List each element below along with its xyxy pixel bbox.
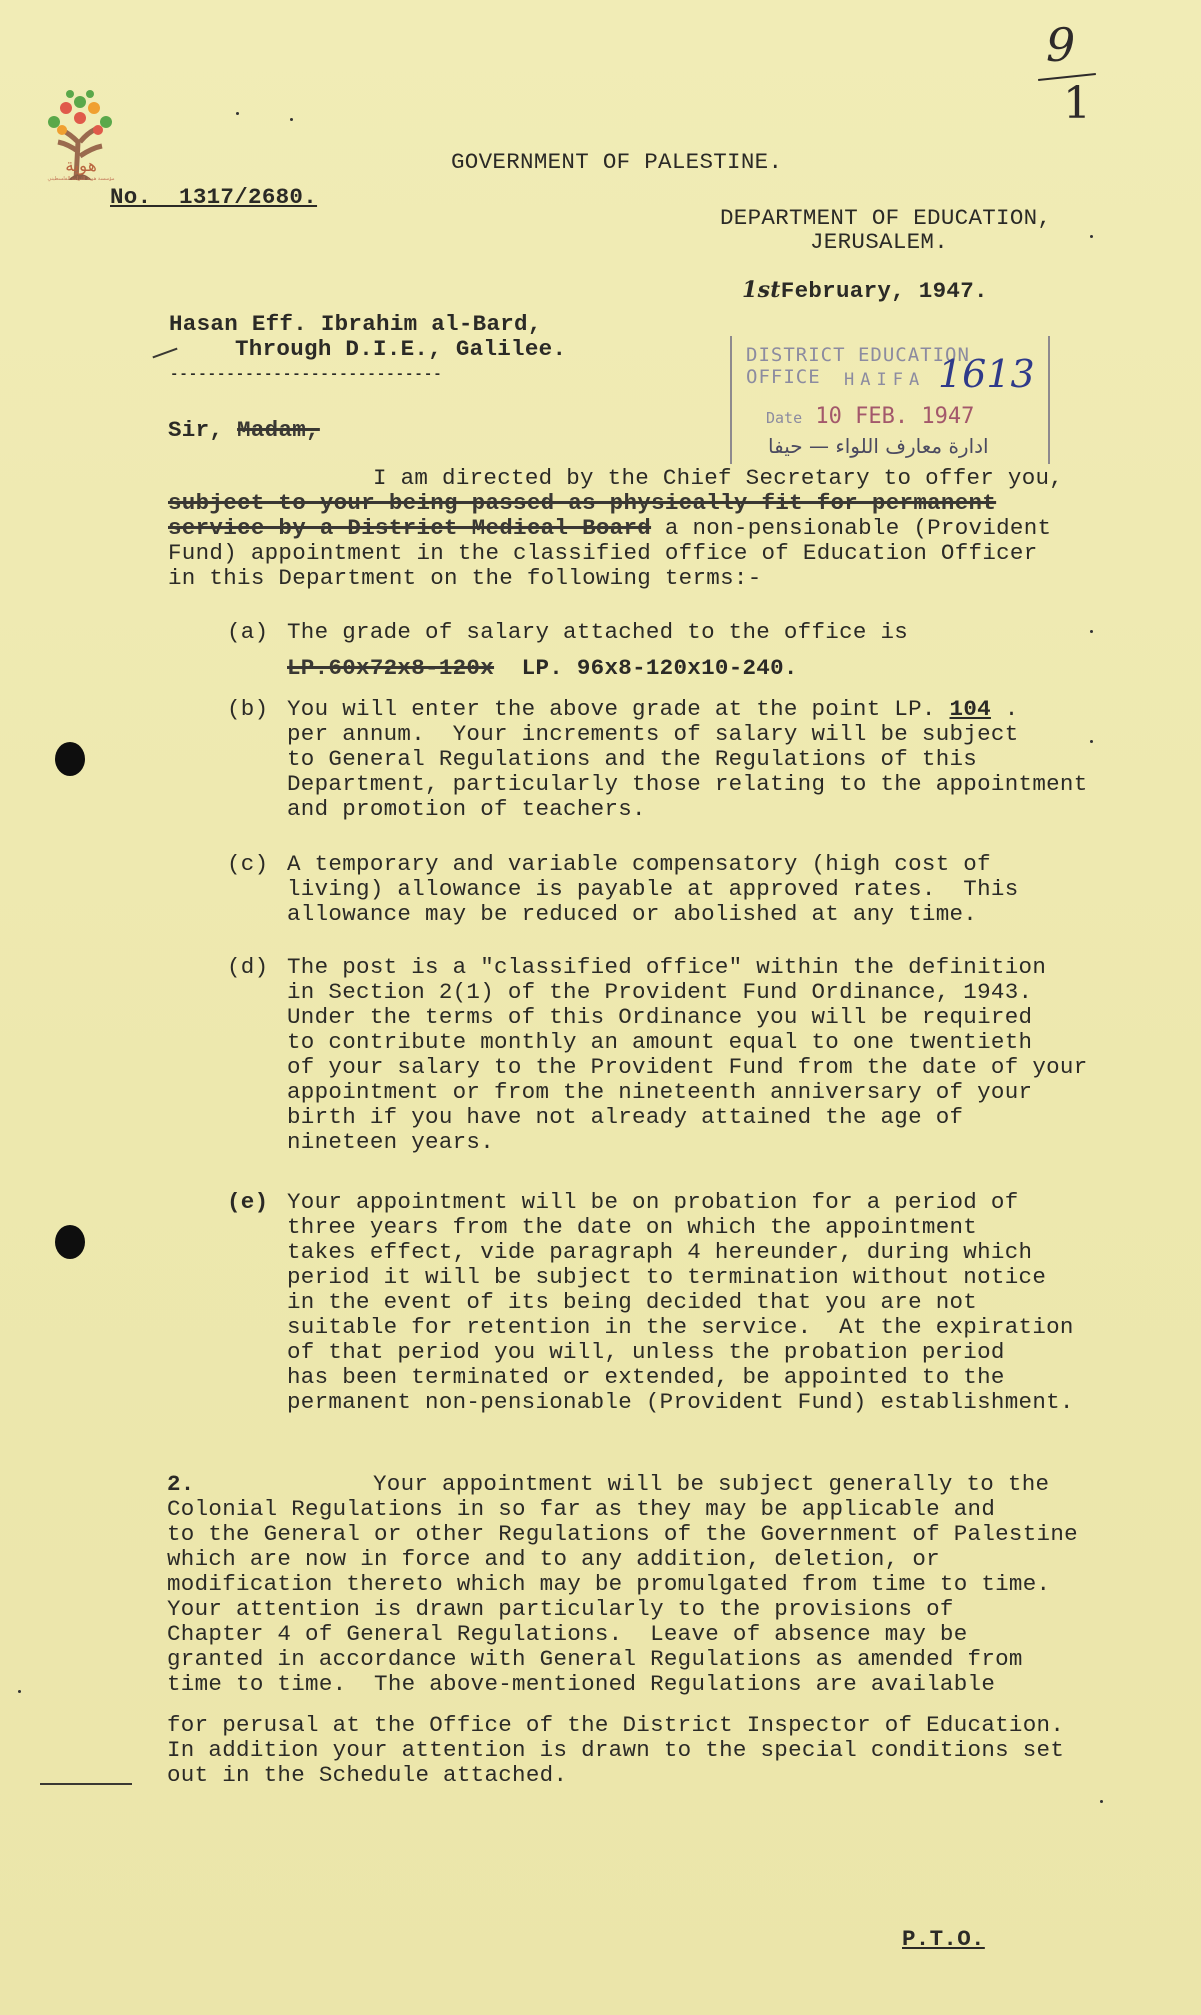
addressee-rule: ----------------------------- [170,367,443,383]
para2-line-2: to the General or other Regulations of the Government of Palestine [167,1521,1078,1547]
term-d-line-4: to contribute monthly an amount equal to one twentieth [287,1029,1033,1055]
term-c-line-3: allowance may be reduced or abolished at any time. [287,901,978,927]
para2-line-6: Chapter 4 of General Regulations. Leave of absence may be [167,1621,968,1647]
term-e-label: (e) [227,1189,269,1215]
punch-hole [55,1225,85,1259]
term-d-line-2: in Section 2(1) of the Provident Fund Ordinance, 1943. [287,979,1033,1005]
term-d-line-5: of your salary to the Provident Fund from the date of your [287,1054,1088,1080]
term-a-label: (a) [227,619,269,645]
term-a-line: The grade of salary attached to the office is [287,619,909,645]
term-e-line-6: suitable for retention in the service. At the expiration [287,1314,1074,1340]
para2-line-5: Your attention is drawn particularly to the provisions of [167,1596,954,1622]
para2-line-3: which are now in force and to any addition, deletion, or [167,1546,940,1572]
term-e-line-8: has been terminated or extended, be appointed to the [287,1364,1005,1390]
term-d-line-1: The post is a "classified office" within the definition [287,954,1047,980]
stamp-handwritten-number: 1613 [938,352,1035,396]
term-b-line-2: per annum. Your increments of salary will be subject [287,721,1019,747]
intro-line-1: I am directed by the Chief Secretary to offer you, [373,465,1064,491]
para2-line-4: modification thereto which may be promulgated from time to time. [167,1571,1051,1597]
term-e-line-7: of that period you will, unless the probation period [287,1339,1005,1365]
term-e-line-4: period it will be subject to termination without notice [287,1264,1047,1290]
government-heading: GOVERNMENT OF PALESTINE. [451,149,783,175]
para2-line-1: Colonial Regulations in so far as they may be applicable and [167,1496,996,1522]
stamp-arabic: ادارة معارف اللواء — حيفا [768,434,989,458]
para2-line-8: time to time. The above-mentioned Regulations are available [167,1671,996,1697]
para2-line-10: In addition your attention is drawn to the special conditions set [167,1737,1065,1763]
para2-number: 2. [167,1471,195,1497]
intro-line-2-struck: subject to your being passed as physically fit for permanent [168,490,997,516]
punch-hole [55,742,85,776]
term-c-line-1: A temporary and variable compensatory (high cost of [287,851,991,877]
intro-line-3: service by a District Medical Board a non-pensionable (Provident [168,515,1052,541]
para2-line-7: granted in accordance with General Regulations as amended from [167,1646,1023,1672]
department-city: JERUSALEM. [810,229,949,255]
letter-date: 1stFebruary, 1947. [742,277,988,304]
term-e-line-2: three years from the date on which the appointment [287,1214,978,1240]
reference-number: No. 1317/2680. [110,184,318,210]
para2-line-11: out in the Schedule attached. [167,1762,568,1788]
term-b-line-5: and promotion of teachers. [287,796,646,822]
addressee-through: Through D.I.E., Galilee. [235,336,567,362]
para2-first-line: Your appointment will be subject generally to the [373,1471,1050,1497]
term-a-scale: LP.60x72x8-120x LP. 96x8-120x10-240. [287,655,798,681]
term-c-label: (c) [227,851,269,877]
logo-subtext: مؤسسة هوية للتراث الفلسطيني [47,176,115,182]
intro-line-5: in this Department on the following terms:- [168,565,762,591]
term-d-line-7: birth if you have not already attained the age of [287,1104,964,1130]
term-c-line-2: living) allowance is payable at approved rates. This [287,876,1019,902]
term-b-line-4: Department, particularly those relating to the appointment [287,771,1088,797]
term-d-line-3: Under the terms of this Ordinance you will be required [287,1004,1033,1030]
para2-line-9: for perusal at the Office of the District Inspector of Education. [167,1712,1065,1738]
folio-number: 9 1 [1038,18,1098,128]
term-b-label: (b) [227,696,269,722]
term-b-line-1: You will enter the above grade at the point LP. 104 . [287,696,1019,722]
department-name: DEPARTMENT OF EDUCATION, [720,205,1052,231]
term-d-line-6: appointment or from the nineteenth anniversary of your [287,1079,1033,1105]
term-d-line-8: nineteen years. [287,1129,495,1155]
term-e-line-5: in the event of its being decided that you are not [287,1289,978,1315]
stamp-office: DISTRICT EDUCATION OFFICE [746,344,970,388]
salutation: Sir, Madam, [168,417,320,443]
stamp-date: Date 10 FEB. 1947 [766,404,975,429]
term-e-line-1: Your appointment will be on probation for a period of [287,1189,1019,1215]
term-e-line-3: takes effect, vide paragraph 4 hereunder, during which [287,1239,1033,1265]
term-e-line-9: permanent non-pensionable (Provident Fund) establishment. [287,1389,1074,1415]
margin-rule [40,1783,132,1785]
intro-line-4: Fund) appointment in the classified office of Education Officer [168,540,1038,566]
term-d-label: (d) [227,954,269,980]
logo-caption: هوية [65,156,97,176]
stamp-city: HAIFA [844,370,926,390]
term-b-line-3: to General Regulations and the Regulations of this [287,746,978,772]
pto-marker: P.T.O. [902,1926,985,1952]
addressee-name: Hasan Eff. Ibrahim al-Bard, [169,311,542,337]
